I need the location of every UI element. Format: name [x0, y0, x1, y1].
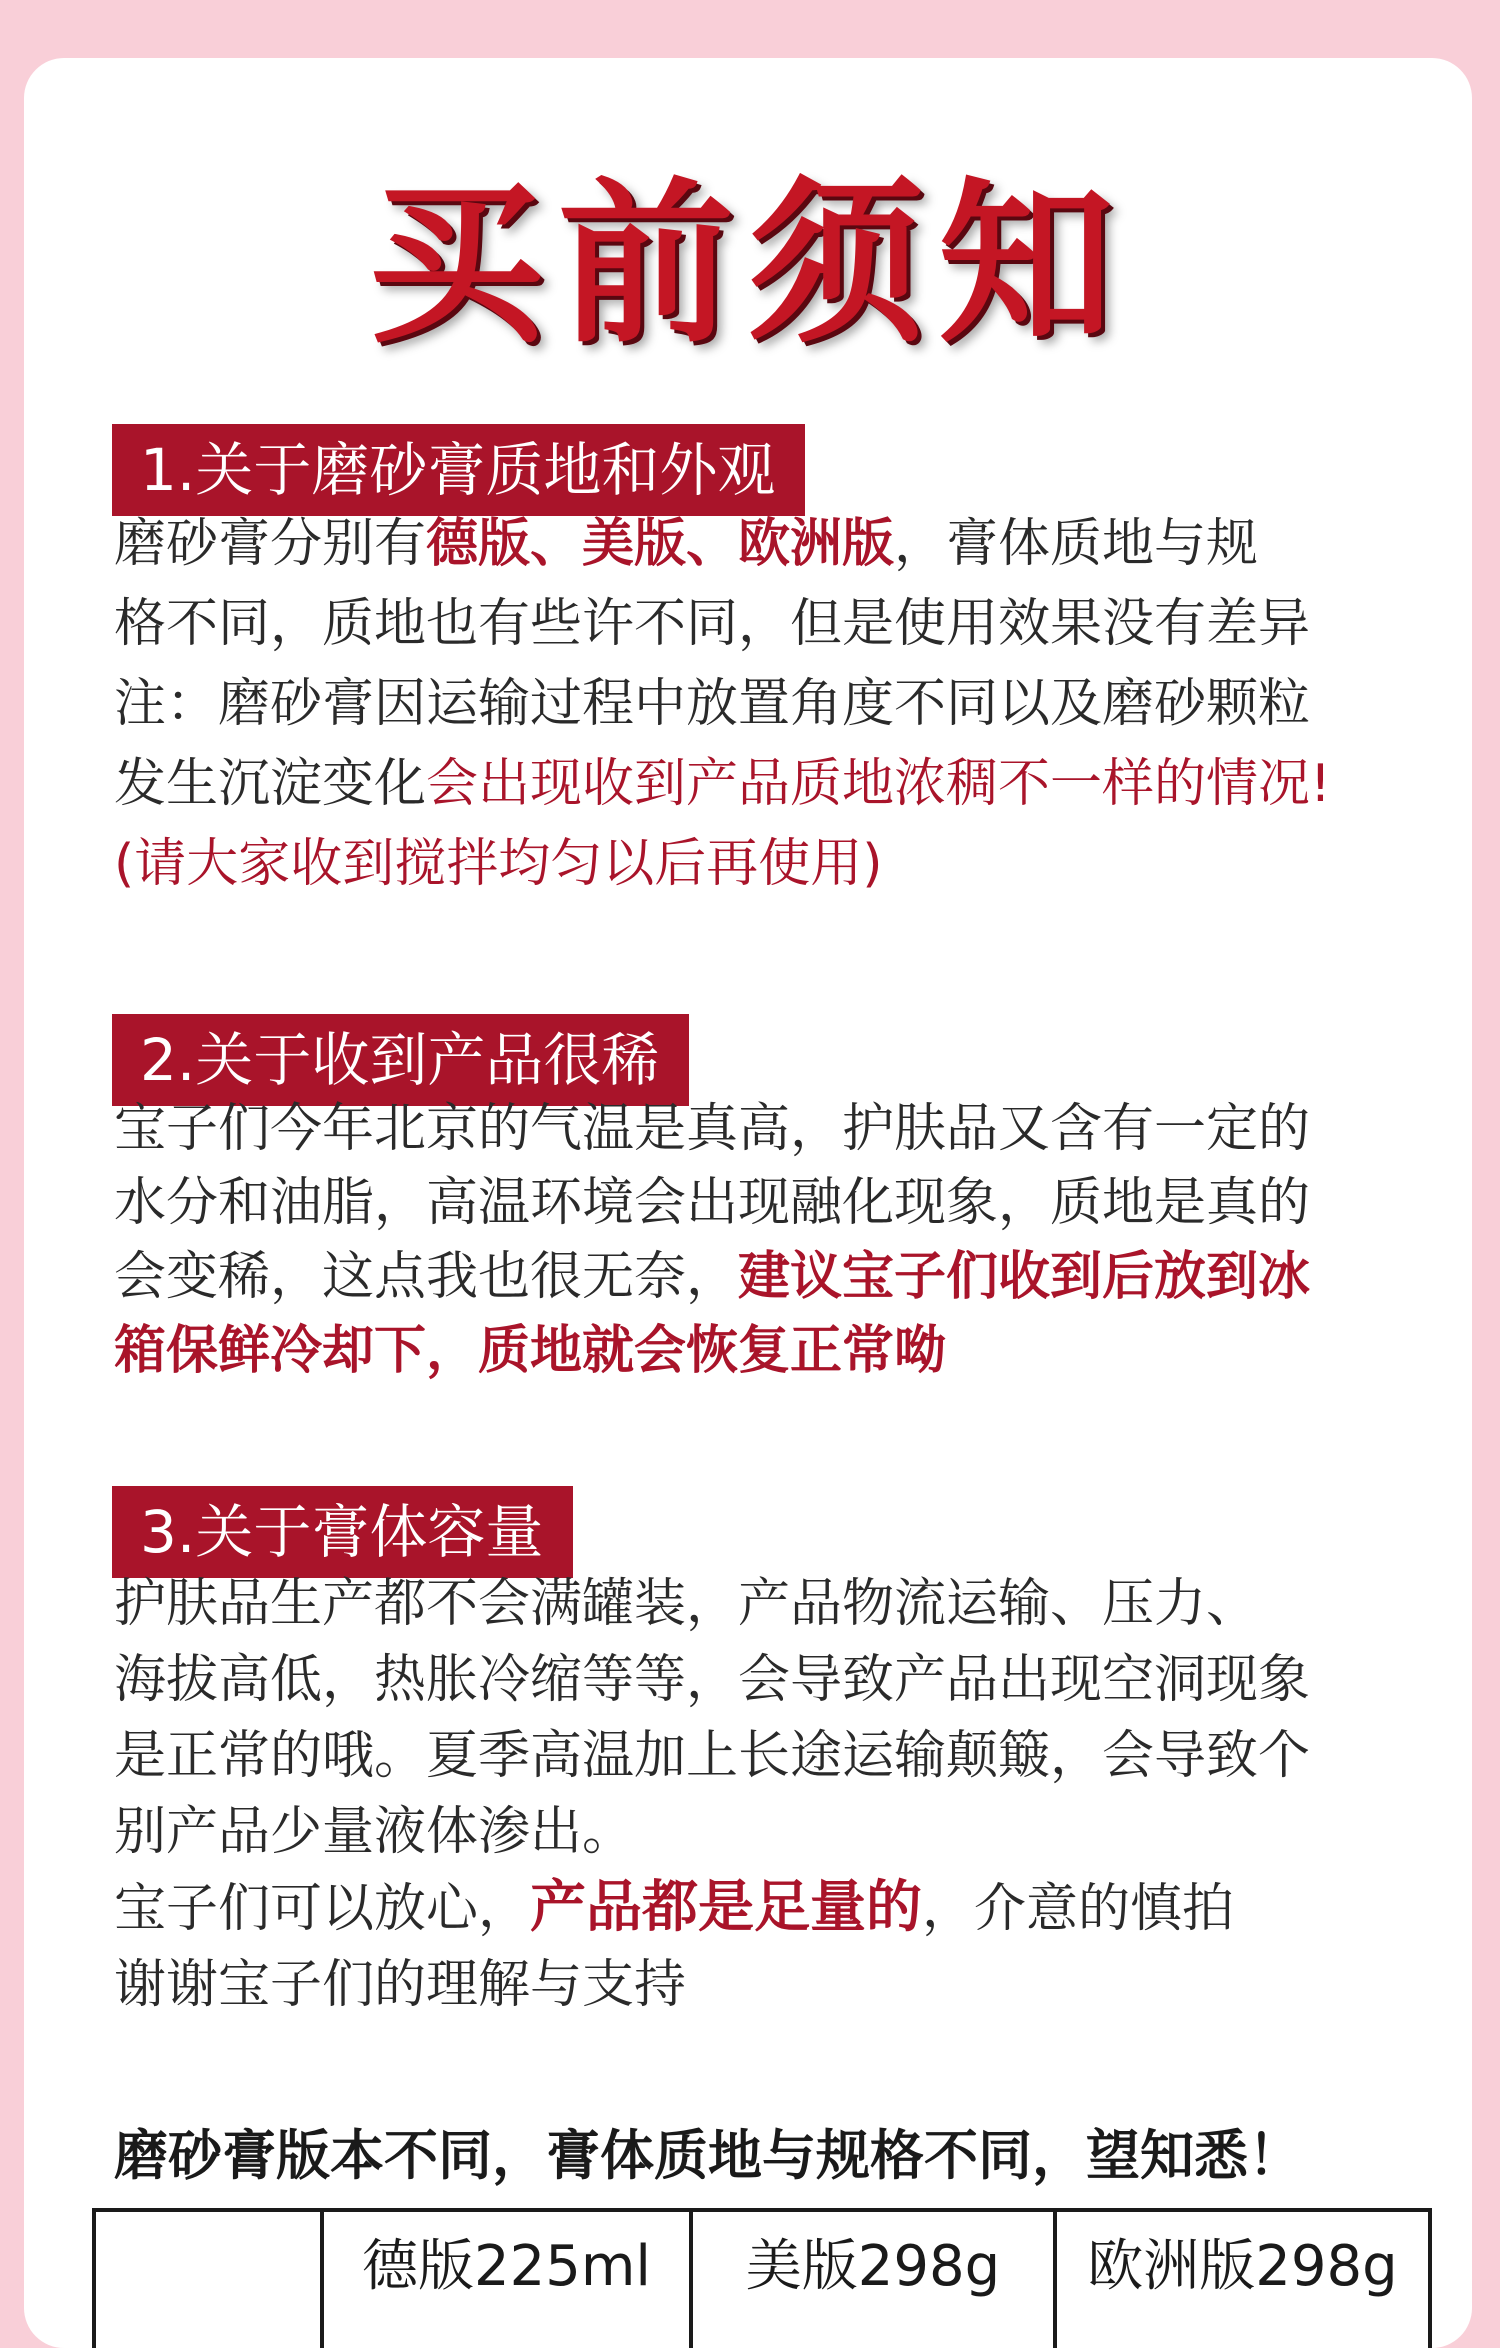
section-heading-texture: 1.关于磨砂膏质地和外观	[112, 424, 805, 516]
text-segment: 海拔高低，热胀冷缩等等，会导致产品出现空洞现象	[114, 1650, 1311, 1710]
text-line	[114, 664, 1404, 744]
text-segment: 别产品少量液体渗出。	[114, 1802, 635, 1862]
text-line	[114, 1166, 1404, 1240]
table-cell-eu-version: 欧洲版298g	[1055, 2210, 1430, 2348]
table-cell-empty	[94, 2210, 322, 2348]
text-line	[114, 1092, 1404, 1166]
section-body-texture	[114, 504, 1404, 904]
text-segment: 会变稀，这点我也很无奈，	[114, 1247, 739, 1307]
text-line	[114, 824, 1404, 904]
text-line	[114, 744, 1404, 824]
text-segment: ，膏体质地与规	[894, 514, 1259, 574]
text-line	[114, 504, 1404, 584]
text-line	[114, 1642, 1404, 1718]
version-note: 磨砂膏版本不同，膏体质地与规格不同，望知悉！	[114, 2124, 1302, 2187]
text-segment: 格不同，质地也有些许不同，但是使用效果没有差异	[114, 594, 1311, 654]
text-line	[114, 1240, 1404, 1314]
text-line	[114, 1794, 1404, 1870]
section-heading-thin-product: 2.关于收到产品很稀	[112, 1014, 689, 1106]
text-line	[114, 1566, 1404, 1642]
text-line	[114, 1870, 1404, 1947]
text-line	[114, 1947, 1404, 2023]
text-line	[114, 1314, 1404, 1388]
text-segment: 注：磨砂膏因运输过程中放置角度不同以及磨砂颗粒	[114, 674, 1311, 734]
text-line	[114, 584, 1404, 664]
highlight-instruction: (请大家收到搅拌均匀以后再使用)	[114, 834, 883, 894]
text-segment: 宝子们可以放心，	[114, 1879, 531, 1939]
notice-card	[24, 58, 1472, 2348]
text-segment: 宝子们今年北京的气温是真高，护肤品又含有一定的	[114, 1099, 1311, 1159]
table-row	[94, 2210, 1430, 2348]
highlight-advice: 建议宝子们收到后放到冰	[738, 1247, 1311, 1307]
text-segment: 磨砂膏分别有	[114, 514, 427, 574]
highlight-advice: 箱保鲜冷却下，质地就会恢复正常呦	[114, 1321, 947, 1381]
section-heading-volume: 3.关于膏体容量	[112, 1486, 573, 1578]
section-body-thin-product	[114, 1092, 1404, 1388]
text-segment: 护肤品生产都不会满罐装，产品物流运输、压力、	[114, 1574, 1259, 1634]
table-cell-de-version: 德版225ml	[322, 2210, 691, 2348]
highlight-versions: 德版、美版、欧洲版	[426, 514, 895, 574]
text-line	[114, 1718, 1404, 1794]
text-segment: 谢谢宝子们的理解与支持	[114, 1955, 687, 2015]
text-segment: 发生沉淀变化	[114, 754, 427, 814]
spec-table	[92, 2208, 1432, 2348]
page-title: 买前须知	[367, 162, 1128, 367]
highlight-warning: 会出现收到产品质地浓稠不一样的情况!	[426, 754, 1331, 814]
text-segment: 是正常的哦。夏季高温加上长途运输颠簸，会导致个	[114, 1726, 1311, 1786]
text-segment: ，介意的慎拍	[922, 1879, 1235, 1939]
section-body-volume	[114, 1566, 1404, 2023]
highlight-full-volume: 产品都是足量的	[530, 1875, 923, 1940]
table-cell-us-version: 美版298g	[691, 2210, 1055, 2348]
text-segment: 水分和油脂，高温环境会出现融化现象，质地是真的	[114, 1173, 1311, 1233]
